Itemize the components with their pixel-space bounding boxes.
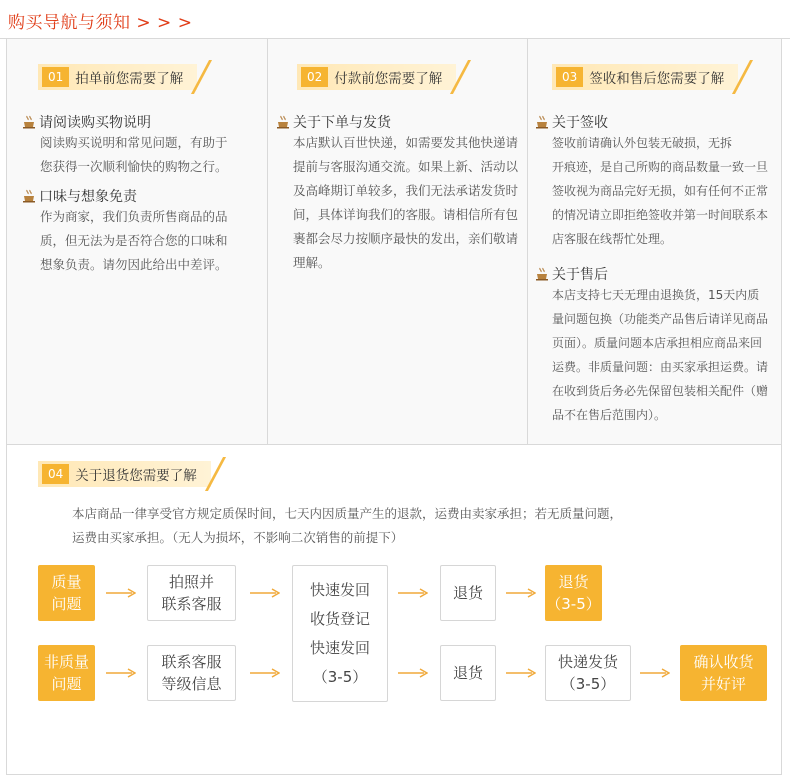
column-divider <box>267 39 268 444</box>
text-line: 页面）。质量问题本店承担相应商品来回 <box>552 336 763 350</box>
section-number: 02 <box>301 67 328 87</box>
text-line: 在收到货后务必先保留包装相关配件（赠 <box>552 384 769 398</box>
text-line: 及高峰期订单较多，我们无法承诺发货时 <box>293 183 519 198</box>
flow-process-box <box>292 565 388 702</box>
item-heading-label: 关于下单与发货 <box>293 115 391 131</box>
column-divider <box>527 39 528 444</box>
flow-arrow <box>640 668 670 678</box>
page-title: 购买导航与须知 > > > <box>8 13 193 33</box>
coffee-cup-icon <box>535 267 549 281</box>
section-divider <box>6 444 782 445</box>
text-line: 提前与客服沟通交流。如果上新、活动以 <box>293 159 519 174</box>
flow-arrow <box>106 668 136 678</box>
text-line: 签收视为商品完好无损，如有任何不正常 <box>552 184 769 198</box>
item-heading-label: 关于签收 <box>552 115 608 131</box>
section-number: 04 <box>42 464 69 484</box>
flow-step: 收货登记 <box>309 609 370 628</box>
text-line: 本店默认百世快递，如需要发其他快递请 <box>293 135 519 150</box>
text-line: 开痕迹，是自己所购的商品数量一致一旦 <box>552 160 769 174</box>
text-line: 的情况请立即拒绝签收并第一时间联系本 <box>552 208 769 222</box>
flow-arrow <box>506 588 536 598</box>
flow-refund: 退货 （3-5） <box>545 565 602 621</box>
text-line: 品不在售后范围内）。 <box>552 408 667 422</box>
item-heading <box>22 112 151 132</box>
flow-nonquality-issue: 非质量 问题 <box>38 645 95 701</box>
text-line: 运费。非质量问题：由买家承担运费。请 <box>552 360 769 374</box>
text-line: 间，具体详询我们的客服。请相信所有包 <box>293 207 519 222</box>
text-line: 本店支持七天无理由退换货，15天内质 <box>552 288 760 302</box>
flow-return-1: 退货 <box>440 565 496 621</box>
section-banner-label: 拍单前您需要了解 <box>75 71 184 87</box>
flow-return-2: 退货 <box>440 645 496 701</box>
item-heading <box>535 112 608 132</box>
text-line: 运费由买家承担。（无人为损坏，不影响二次销售的前提下） <box>72 530 404 545</box>
item-text <box>552 283 768 427</box>
coffee-cup-icon <box>535 115 549 129</box>
section-banner-3 <box>552 64 738 90</box>
section-number: 03 <box>556 67 583 87</box>
flow-arrow <box>250 668 280 678</box>
text-line: 签收前请确认外包装无破损，无拆 <box>552 136 733 150</box>
item-text <box>40 205 228 277</box>
flow-arrow <box>398 588 428 598</box>
item-heading <box>276 112 391 132</box>
item-heading <box>22 186 137 206</box>
flow-step: 快速发回 <box>309 580 370 599</box>
text-line: 作为商家，我们负责所售商品的品 <box>40 209 228 224</box>
flow-arrow <box>398 668 428 678</box>
flow-step: 快速发回 <box>309 638 370 657</box>
flow-express-ship: 快递发货 （3-5） <box>545 645 631 701</box>
item-heading-label: 请阅读购买物说明 <box>39 115 151 131</box>
text-line: 店客服在线帮忙处理。 <box>552 232 673 246</box>
item-heading-label: 关于售后 <box>552 267 608 283</box>
item-heading <box>535 264 608 284</box>
text-line: 理解。 <box>293 255 331 270</box>
section-number: 01 <box>42 67 69 87</box>
item-heading-label: 口味与想象免责 <box>39 189 137 205</box>
flow-quality-issue: 质量 问题 <box>38 565 95 621</box>
item-text <box>552 131 768 251</box>
text-line: 本店商品一律享受官方规定质保时间，七天内因质量产生的退款，运费由卖家承担；若无质量问题， <box>72 506 623 521</box>
section-banner-2 <box>297 64 456 90</box>
text-line: 阅读购买说明和常见问题，有助于 <box>40 135 228 150</box>
flow-contact-register: 联系客服 等级信息 <box>147 645 236 701</box>
section-banner-1 <box>38 64 197 90</box>
text-line: 量问题包换（功能类产品售后请详见商品 <box>552 312 769 326</box>
text-line: 您获得一次顺利愉快的购物之行。 <box>40 159 228 174</box>
coffee-cup-icon <box>22 189 36 203</box>
section-banner-label: 付款前您需要了解 <box>334 71 443 87</box>
text-line: 质，但无法为是否符合您的口味和 <box>40 233 228 248</box>
return-policy-text <box>72 502 622 550</box>
text-line: 想象负责。请勿因此给出中差评。 <box>40 257 228 272</box>
flow-arrow <box>250 588 280 598</box>
flow-photo-contact: 拍照并 联系客服 <box>147 565 236 621</box>
flow-arrow <box>506 668 536 678</box>
item-text <box>40 131 228 179</box>
flow-confirm-review: 确认收货 并好评 <box>680 645 767 701</box>
item-text <box>293 131 518 275</box>
flow-arrow <box>106 588 136 598</box>
section-banner-label: 关于退货您需要了解 <box>75 468 197 484</box>
section-banner-label: 签收和售后您需要了解 <box>589 71 725 87</box>
text-line: 裹都会尽力按顺序最快的发出，亲们敬请 <box>293 231 519 246</box>
section-banner-4 <box>38 461 211 487</box>
flow-step: （3-5） <box>312 667 368 686</box>
coffee-cup-icon <box>22 115 36 129</box>
coffee-cup-icon <box>276 115 290 129</box>
